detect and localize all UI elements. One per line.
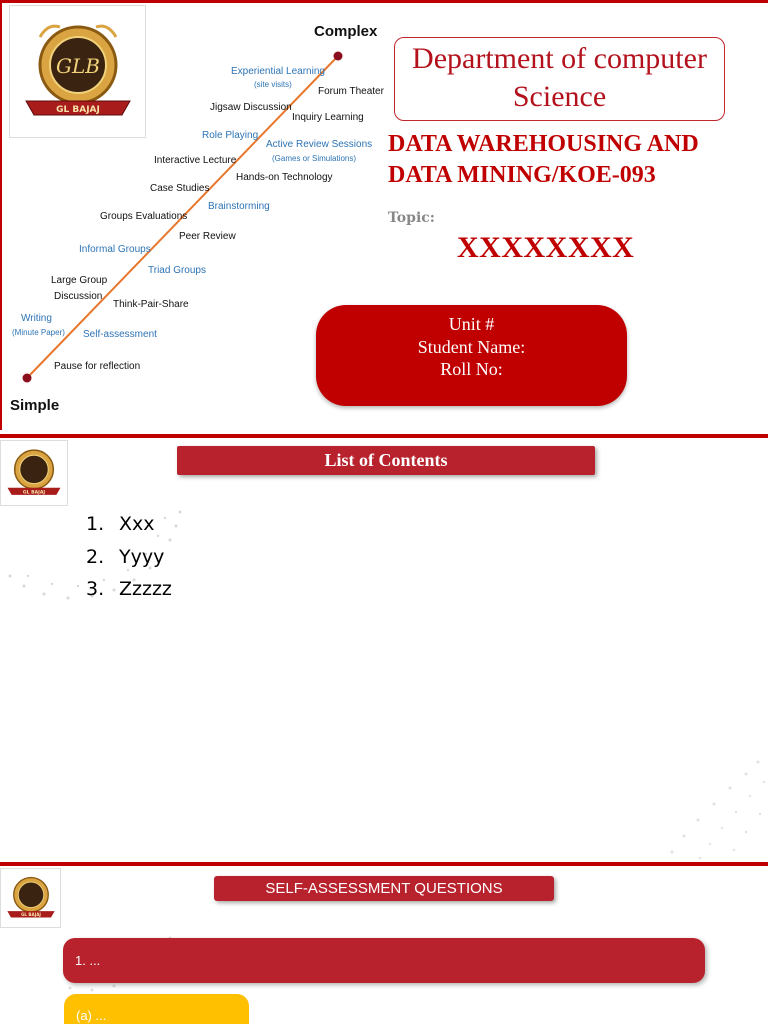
list-item-number: 1. <box>86 513 105 535</box>
case-studies: Case Studies <box>150 183 210 194</box>
jigsaw-discussion: Jigsaw Discussion <box>210 102 292 113</box>
answer-option-box: (a) ... <box>64 994 249 1024</box>
department-box: Department of computer Science <box>394 37 725 121</box>
peer-review: Peer Review <box>179 231 236 242</box>
complex-label: Complex <box>314 23 378 40</box>
think-pair-share: Think-Pair-Share <box>113 299 189 310</box>
role-playing: Role Playing <box>202 130 259 141</box>
course-title-line1: DATA WAREHOUSING AND <box>388 131 699 157</box>
title-slide <box>0 0 768 430</box>
topic-label: Topic: <box>388 210 435 226</box>
self-assessment-title-banner: SELF-ASSESSMENT QUESTIONS <box>214 876 554 901</box>
logo-text: GL BAJAJ <box>20 912 41 918</box>
hands-on-technology: Hands-on Technology <box>236 172 333 183</box>
writing: Writing <box>21 313 52 324</box>
games-or-simulations: (Games or Simulations) <box>272 154 357 163</box>
interactive-lecture: Interactive Lecture <box>154 155 237 166</box>
simple-label: Simple <box>10 397 60 414</box>
minute-paper: (Minute Paper) <box>12 328 65 337</box>
question-box: 1. ... <box>63 938 705 983</box>
simple-end-dot <box>23 374 32 383</box>
college-logo-small <box>0 440 68 506</box>
active-review-sessions: Active Review Sessions <box>266 139 373 150</box>
complex-end-dot <box>334 52 343 61</box>
forum-theater: Forum Theater <box>318 86 384 97</box>
topic-value: XXXXXXXX <box>457 231 635 264</box>
list-item-text: Xxx <box>119 513 155 535</box>
course-title <box>388 129 699 191</box>
list-item-number: 3. <box>86 578 105 600</box>
course-title-line2: DATA MINING/KOE-093 <box>388 162 656 188</box>
logo-monogram: GLB <box>55 53 100 78</box>
pause-for-reflection: Pause for reflection <box>54 361 141 372</box>
unit-label: Unit # <box>448 314 495 334</box>
list-item <box>86 573 172 606</box>
self-assessment-slide <box>0 862 768 1024</box>
triad-groups: Triad Groups <box>148 265 206 276</box>
contents-title-banner: List of Contents <box>177 446 595 475</box>
list-item <box>86 508 172 541</box>
logo-text: GL BAJAJ <box>22 490 46 496</box>
brainstorming: Brainstorming <box>208 201 270 212</box>
list-item-text: Yyyy <box>119 545 165 568</box>
experiential-learning: Experiential Learning <box>231 66 325 77</box>
informal-groups: Informal Groups <box>79 244 151 255</box>
list-item-text: Zzzzz <box>119 578 172 600</box>
self-assessment: Self-assessment <box>83 329 157 340</box>
college-logo-small <box>0 868 61 928</box>
contents-list <box>86 508 172 606</box>
list-item-number: 2. <box>86 545 105 568</box>
dotted-decoration-corner <box>618 752 768 862</box>
logo-text: GL BAJAJ <box>55 104 100 115</box>
student-name-label: Student Name: <box>417 336 526 357</box>
roll-no-label: Roll No: <box>440 359 503 379</box>
list-item <box>86 541 172 574</box>
groups-evaluations: Groups Evaluations <box>100 211 188 222</box>
discussion: Discussion <box>54 291 103 302</box>
site-visits: (site visits) <box>254 80 292 89</box>
contents-slide <box>0 434 768 862</box>
inquiry-learning: Inquiry Learning <box>292 112 364 123</box>
large-group: Large Group <box>51 275 108 286</box>
student-info-box <box>316 305 627 406</box>
